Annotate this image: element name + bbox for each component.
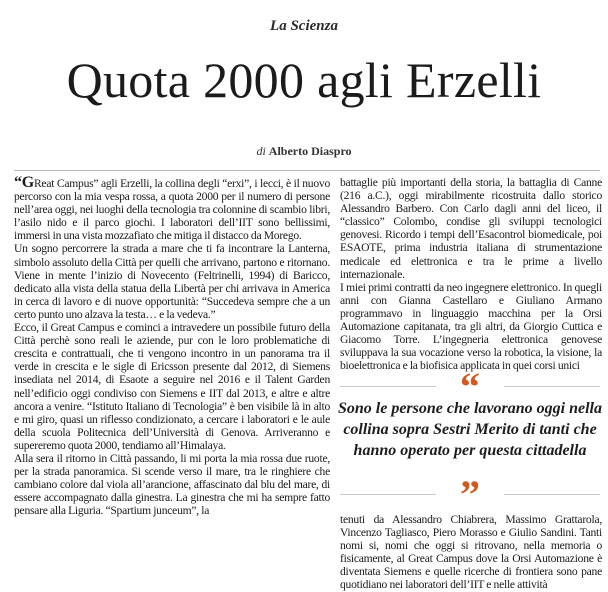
paragraph: Alla sera il ritorno in Città passando, li mi porta la mia rossa due ruote, per la strada panoramica. Si scende verso il mare, tra le ringhiere che cambiano colore dal viola all’arancione, affascinato dal blu del mare, di essere accompagnato dalla ginestra. La ginestra che mi ha sempre fatto pensare alla Liguria. “Spartium junceum”, la — [14, 451, 330, 518]
paragraph: battaglie più importanti della storia, la battaglia di Canne (216 a.C.), oggi mirabilmente ricostruita dallo storico Alessandro Barbero. Con Carlo dagli anni del liceo, il “classico” Colombo, condise gli sviluppi tecnologici genovesi. Ricordo i tempi dell’Esacontrol biomedicale, poi ESAOTE, prima industria italiana di strumentazione medicale ed elettronica e tra le prime a livello internazionale. — [340, 176, 602, 281]
close-quote-mark: ” — [460, 472, 480, 517]
byline-author: Alberto Diaspro — [268, 144, 352, 158]
paragraph: “GReat Campus” agli Erzelli, la collina degli “erxi”, i lecci, è il nuovo percorso con la mia vespa rossa, a quota 2000 per il numero di persone nell’area oggi, nei luoghi della tecnologia tra colonnine di scambio libri, l’asilo nido e il parco giochi. I laboratori dell’IIT sono bellissimi, immersi in una vista mozzafiato che mitiga il distacco da Morego. — [14, 176, 330, 243]
dropcap: “G — [14, 176, 34, 191]
section-label: La Scienza — [270, 18, 338, 34]
article-column-left — [14, 176, 330, 592]
pull-quote — [336, 364, 604, 517]
article-column-right-continued — [340, 513, 602, 592]
paragraph: Ecco, il Great Campus e cominci a intravedere un possibile futuro della Città perchè sono reali le aziende, pur con le loro problematiche di crescita e contrattuali, che ti vengono incontro in un panorama tra il verde in crescita e le sigle di Ericsson presente dal 2012, di Siemens insediata nel 2014, di Esaote a seguire nel 2016 e il Talent Garden nell’edificio oggi condiviso con Siemens e IIT dal 2013, e altre e altre ancora a venire. “Istituto Italiano di Tecnologia” è ben visibile là in alto e mi giro, quasi un riflesso condizionato, a cercare i laboratori e le aule della scuola Politecnica dell’Università di Genova. Arriveranno e supereremo quota 2000, tendiamo all’Himalaya. — [14, 321, 330, 452]
open-quote-mark: “ — [460, 364, 480, 409]
article-column-right — [340, 176, 602, 372]
byline-prefix: di — [256, 144, 266, 158]
header-divider — [14, 170, 600, 171]
paragraph: Un sogno percorrere la strada a mare che ti fa incontrare la Lanterna, simbolo assoluto della Città per quelli che arrivano, partono e ritornano. Viene in mente l’inizio di Novecento (Feltrinelli, 1994) di Baricco, dedicato alla vista della statua della Libertà per chi arrivava in America in cerca di lavoro e di nuove opportunità: “Succedeva sempre che a un certo punto uno alzava la testa… e la vedeva.” — [14, 242, 330, 321]
byline — [0, 144, 608, 159]
pull-quote-text: Sono le persone che lavorano oggi nella collina sopra Sestri Merito di tanti che hanno operato per questa cittadella — [337, 400, 602, 459]
article-title: Quota 2000 agli Erzelli — [66, 52, 542, 108]
paragraph: I miei primi contratti da neo ingegnere elettronico. In quegli anni con Gianna Castellaro e Giuliano Armano programmavo in linguaggio macchina per la Orsi Automazione capitanata, tra gli altri, da Giorgio Cuttica e Giacomo Torre. L’ingegneria elettronica genovese sviluppava la sua vocazione verso la robotica, la visione, la bioelettronica e la biofisica applicata in quei corsi unici — [340, 280, 602, 372]
paragraph: tenuti da Alessandro Chiabrera, Massimo Grattarola, Vincenzo Tagliasco, Piero Morasso e Giulio Sandini. Tanti nomi si, nomi che oggi si ritrovano, nella memoria o fisicamente, al Great Campus dove la Orsi Automazione è diventata Siemens e quelle ricerche di frontiera sono pane quotidiano nei laboratori dell’IIT e nelle attività — [340, 513, 602, 592]
